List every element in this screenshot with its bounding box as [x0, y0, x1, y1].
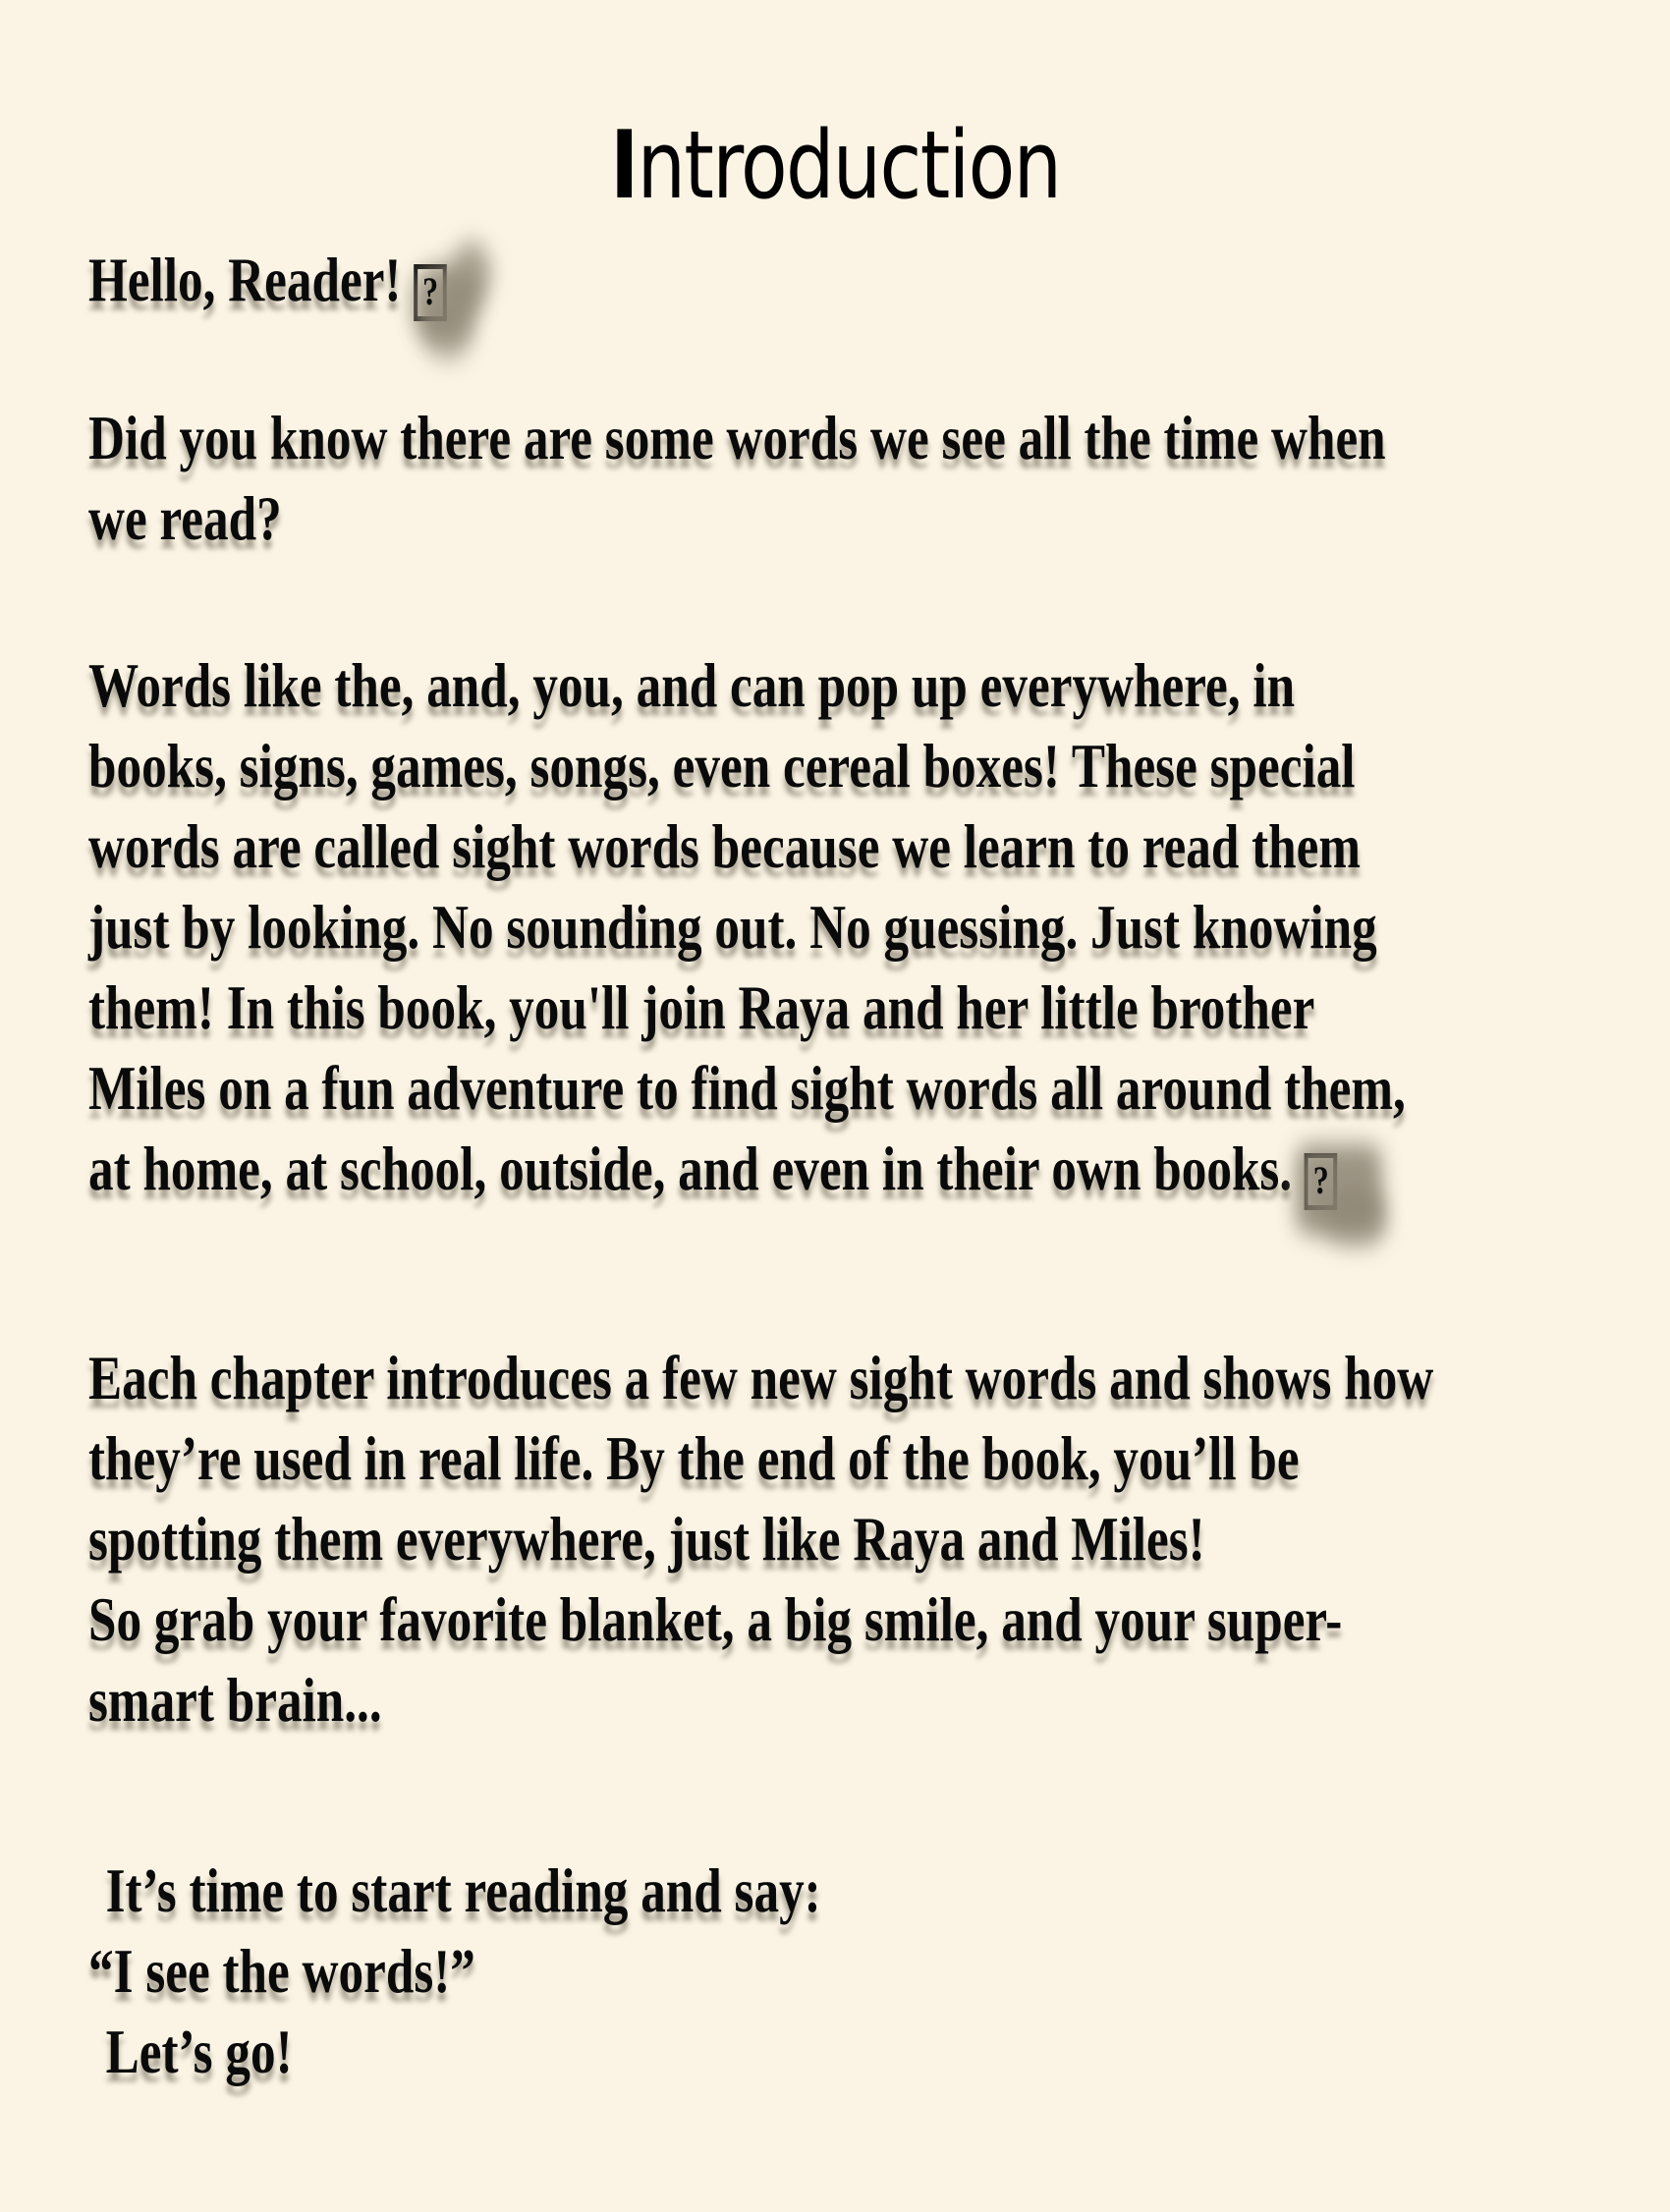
- missing-glyph-question-mark: ?: [422, 269, 439, 313]
- paragraph-line: we read?: [88, 483, 282, 553]
- paragraph-lets-go: [88, 1851, 1582, 2092]
- paragraph-line: “I see the words!”: [88, 1936, 475, 2006]
- paragraph-line: Did you know there are some words we see all the time when: [88, 403, 1386, 472]
- emoji-shadow-blob: [451, 242, 492, 304]
- paragraph-line: them! In this book, you'll join Raya and her little brother: [88, 972, 1315, 1042]
- paragraph-line-text: at home, at school, outside, and even in their own books.: [88, 1134, 1293, 1203]
- paragraph-line: Each chapter introduces a few new sight words and shows how: [88, 1343, 1434, 1412]
- paragraph-line: Let’s go!: [105, 2017, 293, 2086]
- paragraph-line: smart brain...: [88, 1665, 382, 1735]
- paragraph-line: So grab your favorite blanket, a big smile, and your super-: [88, 1584, 1343, 1654]
- paragraph-each-chapter: [88, 1338, 1582, 1741]
- paragraph-did-you-know: [88, 398, 1582, 559]
- paragraph-line: It’s time to start reading and say:: [105, 1855, 821, 1925]
- paragraph-line: they’re used in real life. By the end of the book, you’ll be: [88, 1423, 1300, 1493]
- greeting-text: Hello, Reader!: [88, 245, 402, 314]
- paragraph-line: Words like the, and, you, and can pop up everywhere, in: [88, 650, 1296, 720]
- paragraph-line: just by looking. No sounding out. No guessing. Just knowing: [88, 892, 1377, 962]
- missing-glyph-icon: [414, 264, 447, 321]
- page-title-initial: I: [609, 111, 638, 220]
- paragraph-line-with-glyph: [88, 1129, 1582, 1210]
- paragraph-line: Miles on a fun adventure to find sight words all around them,: [88, 1053, 1406, 1123]
- emoji-shadow-blob: [422, 308, 473, 359]
- missing-glyph-question-mark: ?: [1312, 1158, 1329, 1202]
- missing-glyph-icon: [1305, 1153, 1338, 1210]
- page-title: [609, 111, 1061, 220]
- paragraph-line: books, signs, games, songs, even cereal boxes! These special: [88, 731, 1356, 801]
- paragraph-line: words are called sight words because we learn to read them: [88, 811, 1362, 881]
- paragraph-line: spotting them everywhere, just like Raya and Miles!: [88, 1504, 1205, 1574]
- greeting-line: [88, 240, 1582, 321]
- paragraph-sight-words: [88, 645, 1582, 1210]
- page-title-rest: ntroduction: [637, 111, 1061, 220]
- emoji-shadow-blob: [1324, 1188, 1387, 1246]
- document-page: [0, 51, 1670, 2212]
- body-text: [88, 226, 1582, 2092]
